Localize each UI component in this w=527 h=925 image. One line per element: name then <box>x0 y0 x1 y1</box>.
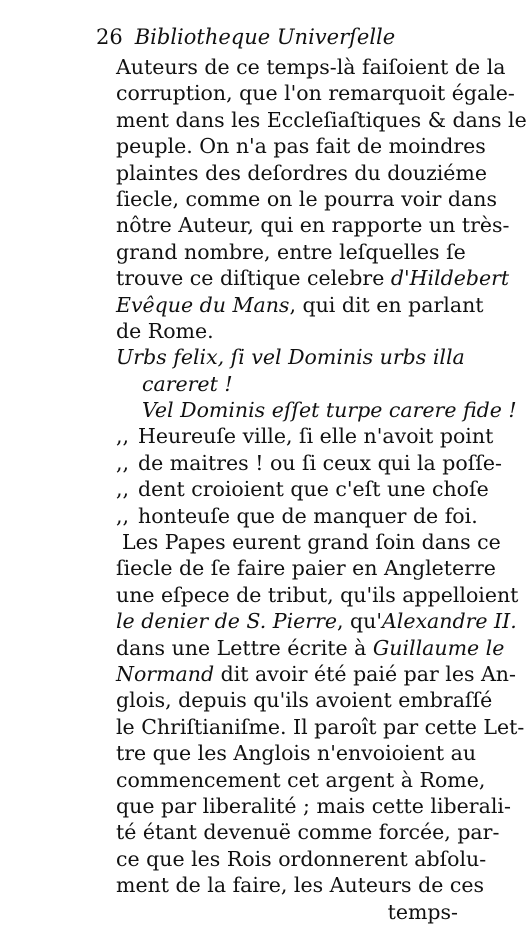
text-line: plaintes des deſordres du douziéme <box>116 160 488 185</box>
text-line: une eſpece de tribut, qu'ils appelloient <box>116 582 519 607</box>
text-line: ſiecle de ſe faire paier en Angleterre <box>116 556 496 581</box>
page-number: 26 <box>96 25 123 49</box>
text-line: de Rome. <box>116 318 214 343</box>
text-line <box>116 608 517 634</box>
text-segment: trouve ce diſtique celebre <box>116 266 391 291</box>
text-line: té étant devenuë comme forcée, par- <box>116 820 500 845</box>
text-segment: dit avoir été paié par les An- <box>214 661 516 686</box>
person-name: Normand <box>116 661 215 686</box>
text-line: ment de la faire, les Auteurs de ces <box>116 873 484 898</box>
quoted-line <box>116 476 489 502</box>
quoted-line <box>116 423 494 449</box>
text-line: commencement cet argent à Rome, <box>116 767 486 792</box>
text-line: tre que les Anglois n'envoioient au <box>116 741 477 766</box>
quote-mark: ,, <box>116 503 130 528</box>
text-line: que par liberalité ; mais cette liberali- <box>116 793 511 818</box>
quote-mark: ,, <box>116 450 130 475</box>
text-segment: dent croioient que c'eſt une choſe <box>138 477 489 502</box>
body-text <box>116 54 527 925</box>
text-line: glois, depuis qu'ils avoient embraſſé <box>116 688 493 713</box>
term: le denier de S. Pierre <box>116 609 337 634</box>
verse-line: careret ! <box>142 371 233 396</box>
verse-line: Urbs felix, ſi vel Dominis urbs illa <box>116 345 465 370</box>
text-line: ſiecle, comme on le pourra voir dans <box>116 186 497 211</box>
text-line <box>116 635 505 661</box>
quote-mark: ,, <box>116 477 130 502</box>
text-segment: honteuſe que de manquer de foi. <box>138 503 478 528</box>
person-name: d'Hildebert <box>390 266 510 291</box>
text-line <box>116 265 510 291</box>
text-segment: dans une Lettre écrite à <box>116 635 373 660</box>
person-title: Evêque du Mans <box>116 292 290 317</box>
text-line: grand nombre, entre leſquelles ſe <box>116 239 466 264</box>
text-line: ment dans les Eccleſiaſtiques & dans le <box>116 107 527 132</box>
text-line: ce que les Rois ordonnerent abſolu- <box>116 846 487 871</box>
text-line: Les Papes eurent grand ſoin dans ce <box>122 530 501 555</box>
running-title: Bibliotheque Univerſelle <box>134 25 396 49</box>
text-line: peuple. On n'a pas fait de moindres <box>116 134 486 159</box>
person-name: Alexandre II. <box>382 609 517 634</box>
quoted-line <box>116 450 502 476</box>
text-line <box>116 292 484 318</box>
quote-mark: ,, <box>116 424 130 449</box>
text-line: Auteurs de ce temps-là faiſoient de la <box>116 55 506 79</box>
text-line: le Chriſtianiſme. Il paroît par cette Let- <box>116 714 525 739</box>
text-line: corruption, que l'on remarquoit égale- <box>116 81 515 106</box>
person-name: Guillaume le <box>372 635 505 660</box>
text-segment: de maitres ! ou ſi ceux qui la poſſe- <box>138 450 502 475</box>
text-line <box>116 661 516 687</box>
text-segment: , qui dit en parlant <box>289 292 484 317</box>
text-segment: , qu' <box>337 609 382 634</box>
text-line: nôtre Auteur, qui en rapporte un très- <box>116 213 510 238</box>
quoted-line <box>116 503 478 529</box>
page-header <box>96 22 456 52</box>
catchword: temps- <box>387 899 458 924</box>
text-segment: Heureuſe ville, ſi elle n'avoit point <box>138 424 494 449</box>
verse-line: Vel Dominis eſſet turpe carere fide ! <box>142 398 517 423</box>
